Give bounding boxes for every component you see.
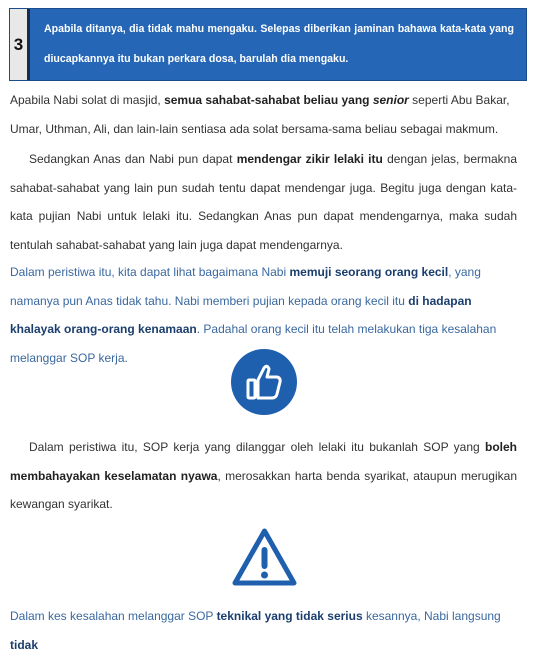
bold-text: mendengar zikir lelaki itu <box>236 152 383 166</box>
callout-text: Apabila ditanya, dia tidak mahu mengaku. Selepas diberikan jaminan bahawa kata-kata yang diucapkannya itu bukan perkara dosa, barulah dia mengaku. <box>30 9 526 80</box>
paragraph-2 <box>10 145 517 259</box>
text: Dalam peristiwa itu, SOP kerja yang dilanggar oleh lelaki itu bukanlah SOP yang <box>29 440 485 454</box>
callout-number: 3 <box>10 9 30 80</box>
text: Dalam peristiwa itu, kita dapat lihat bagaimana Nabi <box>10 265 290 279</box>
bold-text: boleh membahayakan keselamatan nyawa <box>10 440 517 483</box>
bold-italic-text: senior <box>372 93 409 107</box>
text: kesannya, Nabi langsung <box>362 609 501 623</box>
text: , yang namanya pun Anas tidak tahu. Nabi memberi pujian kepada orang kecil itu <box>10 265 481 308</box>
text: Sedangkan Anas dan Nabi pun dapat <box>29 152 237 166</box>
bold-text: teknikal yang tidak serius <box>216 609 363 623</box>
bold-text: tidak <box>10 637 39 652</box>
numbered-callout <box>9 8 527 81</box>
text: , merosakkan harta benda syarikat, ataupun merugikan kewangan syarikat. <box>10 468 517 511</box>
paragraph-4 <box>10 433 517 519</box>
text: dengan jelas, bermakna sahabat-sahabat yang lain pun sudah tentu dapat mendengar juga. Begitu juga dengan kata-kata pujian Nabi untuk lelaki itu. Sedangkan Anas pun dapat mendengarnya, maka sudah tentulah sahabat-sahabat yang lain juga dapat mendengarnya. <box>10 152 518 252</box>
paragraph-1 <box>10 86 517 143</box>
text: Dalam kes kesalahan melanggar SOP <box>10 609 217 623</box>
bold-text: memuji seorang orang kecil <box>289 265 449 279</box>
text: seperti Abu Bakar, Umar, Uthman, Ali, dan lain-lain sentiasa ada solat bersama-sama beliau sebagai makmum. <box>10 93 510 136</box>
warning-triangle-icon <box>231 527 298 587</box>
text: . Padahal orang kecil itu telah melakukan tiga kesalahan melanggar SOP kerja. <box>10 322 497 365</box>
bold-text: semua sahabat-sahabat beliau yang <box>164 93 373 107</box>
text: Apabila Nabi solat di masjid, <box>10 93 165 107</box>
thumbs-up-icon <box>231 349 297 415</box>
bold-text: di hadapan khalayak orang-orang kenamaan <box>10 293 472 336</box>
paragraph-5 <box>10 602 517 659</box>
